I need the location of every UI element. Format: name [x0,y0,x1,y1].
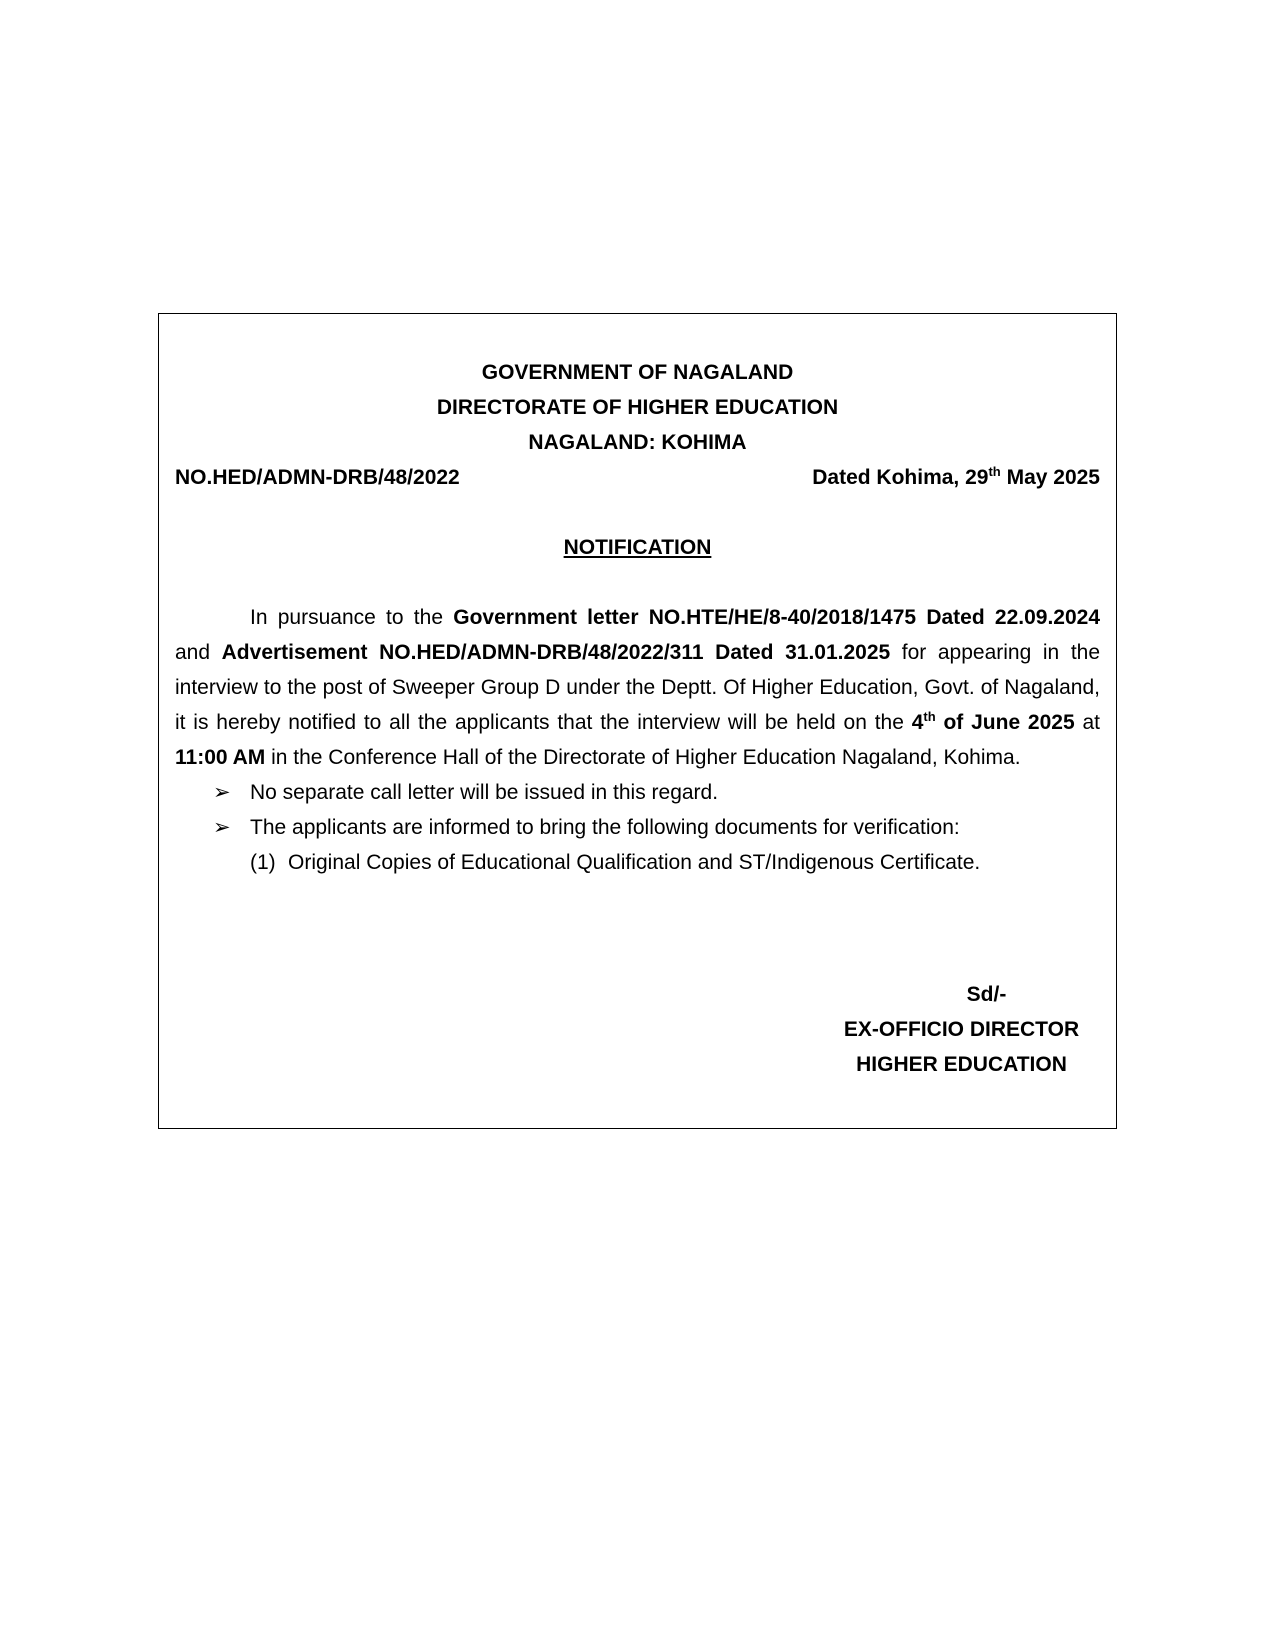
document-item: (1) Original Copies of Educational Qualification and ST/Indigenous Certificate. [250,851,981,874]
list-item: ➢ No separate call letter will be issued in this regard. [175,775,1100,810]
reference-number: NO.HED/ADMN-DRB/48/2022 [175,466,460,489]
notification-frame [158,313,1117,1129]
notification-body: In pursuance to the Government letter NO.HTE/HE/8-40/2018/1475 Dated 22.09.2024 and Advertisement NO.HED/ADMN-DRB/48/2022/311 Dated 31.01.2025 for appearing in the interview to the post of Sweeper Group D under the Deptt. Of Higher Education, Govt. of Nagaland, it is hereby notified to all the applicants that the interview will be held on the 4th of June 2025 at 11:00 AM in the Conference Hall of the Directorate of Higher Education Nagaland, Kohima. [175,606,1101,769]
reference-line [175,460,1100,495]
signature-block [839,977,1084,1082]
notification-title: NOTIFICATION [563,536,712,559]
arrow-bullet-icon: ➢ [213,816,231,839]
notification-content [175,314,1100,1128]
header-location: NAGALAND: KOHIMA [528,431,747,454]
arrow-bullet-icon: ➢ [213,781,231,804]
header-directorate: DIRECTORATE OF HIGHER EDUCATION [436,396,839,419]
reference-date: Dated Kohima, 29th May 2025 [812,464,1100,489]
bullet-list [175,775,1100,845]
signatory-title: EX-OFFICIO DIRECTOR [843,1018,1080,1041]
signature-sd: Sd/- [966,983,1007,1006]
list-item: ➢ The applicants are informed to bring the following documents for verification: [175,810,1100,845]
header-government: GOVERNMENT OF NAGALAND [481,361,794,384]
signatory-department: HIGHER EDUCATION [856,1053,1067,1076]
